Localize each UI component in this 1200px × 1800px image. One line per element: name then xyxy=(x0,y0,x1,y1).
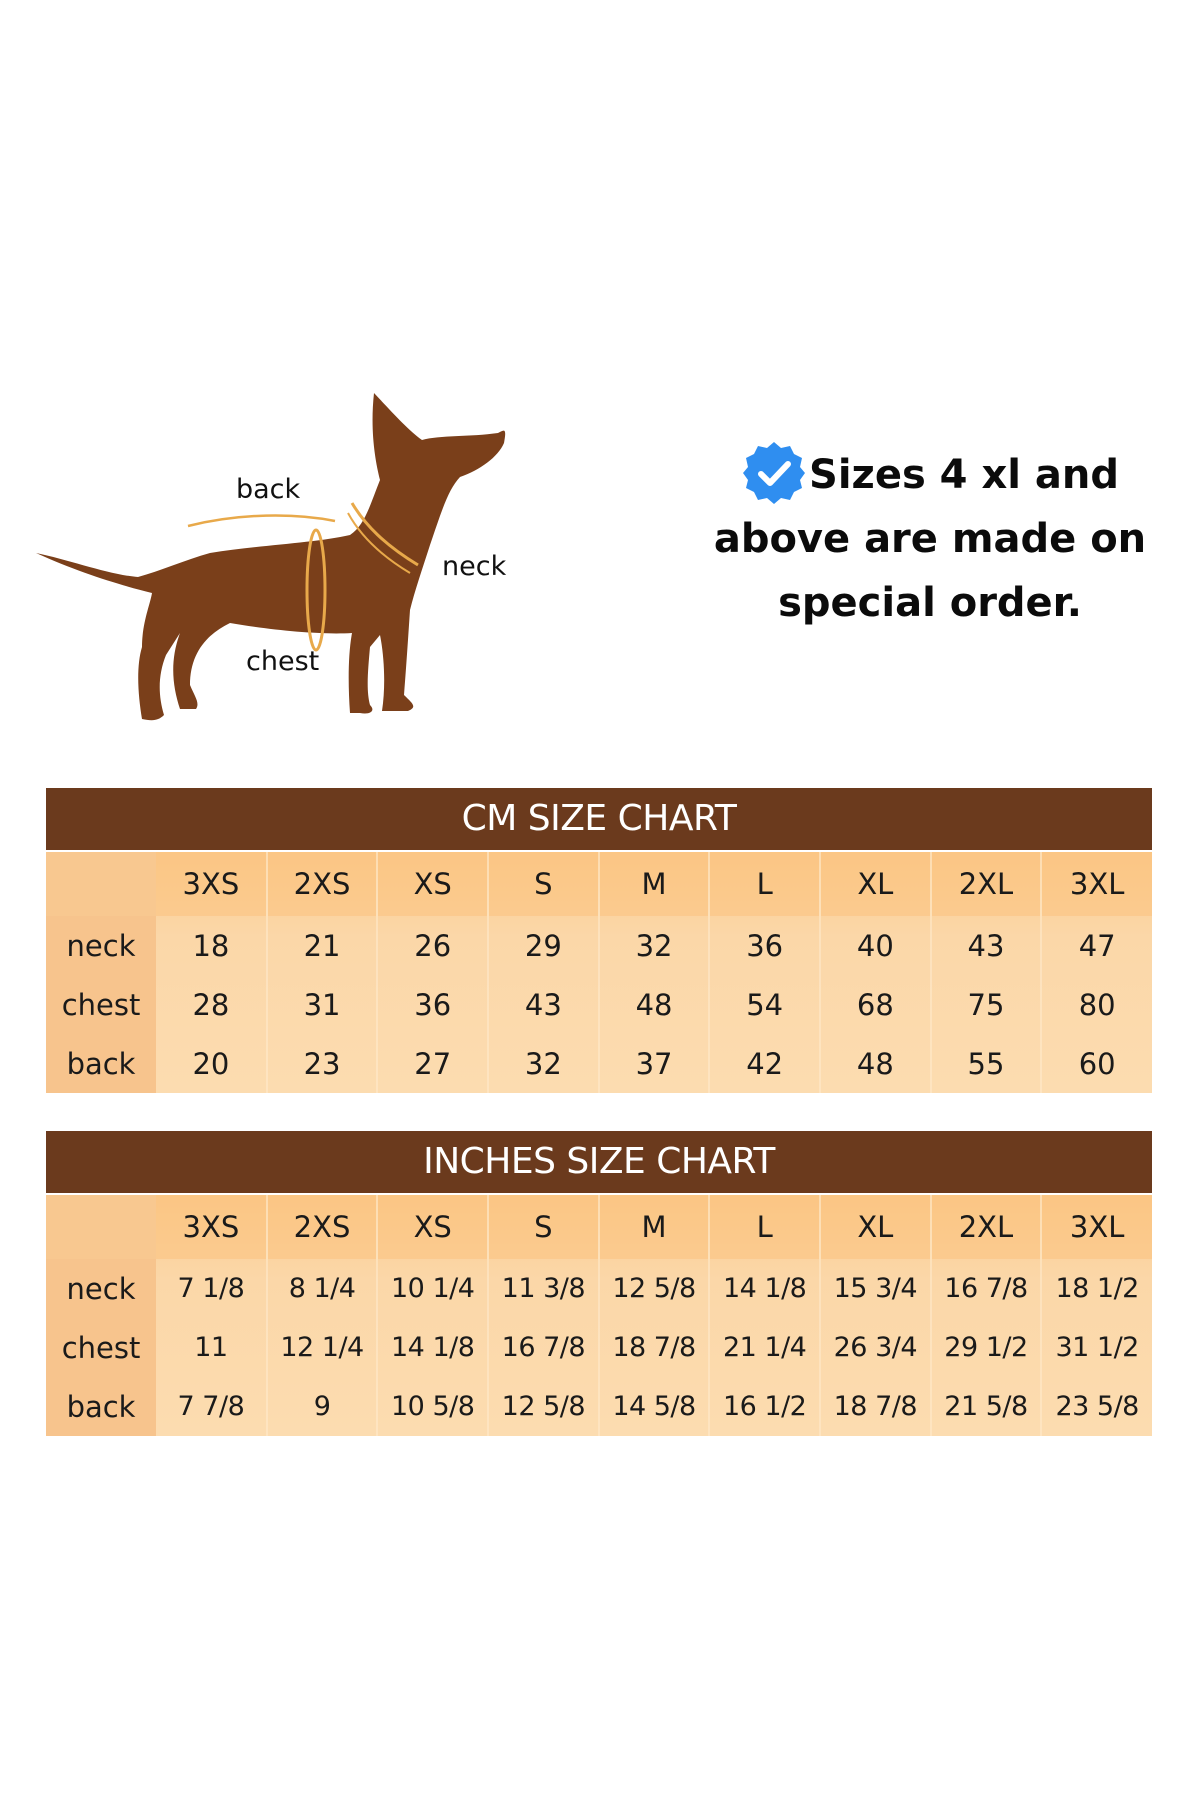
table-cell: 18 xyxy=(192,928,230,963)
table-cell: 9 xyxy=(267,1377,378,1436)
table-cell: 42 xyxy=(709,1034,820,1093)
cm-size-header: 3XL xyxy=(1041,852,1152,916)
table-row xyxy=(46,1034,1152,1093)
table-cell: 37 xyxy=(599,1034,710,1093)
table-cell: 21 1/4 xyxy=(709,1318,820,1377)
table-cell: 31 1/2 xyxy=(1041,1318,1152,1377)
neck-label: neck xyxy=(442,551,507,582)
note-line-3: special order. xyxy=(778,580,1082,626)
inches-size-header: 3XS xyxy=(156,1195,267,1259)
inches-size-header: 2XL xyxy=(931,1195,1042,1259)
table-cell: 32 xyxy=(599,916,710,975)
cm-size-header: XL xyxy=(820,852,931,916)
table-row xyxy=(46,1259,1152,1318)
inches-corner-cell xyxy=(46,1195,156,1259)
table-cell: 18 1/2 xyxy=(1041,1259,1152,1318)
table-row xyxy=(46,916,1152,975)
inches-size-header: M xyxy=(599,1195,710,1259)
inches-size-header: L xyxy=(709,1195,820,1259)
row-label: chest xyxy=(46,1318,156,1377)
verified-check-icon xyxy=(741,440,807,506)
table-cell: 18 7/8 xyxy=(820,1377,931,1436)
table-row xyxy=(46,1318,1152,1377)
table-row xyxy=(46,1377,1152,1436)
table-cell: 26 xyxy=(377,916,488,975)
table-cell: 14 5/8 xyxy=(599,1377,710,1436)
dog-silhouette-icon xyxy=(30,385,520,745)
table-cell: 21 5/8 xyxy=(931,1377,1042,1436)
table-cell: 23 xyxy=(267,1034,378,1093)
table-cell: 48 xyxy=(599,975,710,1034)
cm-size-header: XS xyxy=(377,852,488,916)
table-cell: 7 1/8 xyxy=(177,1273,245,1304)
note-line-1: Sizes 4 xl and xyxy=(690,440,1170,507)
table-cell: 7 7/8 xyxy=(177,1391,245,1422)
table-cell: 40 xyxy=(820,916,931,975)
table-cell: 43 xyxy=(488,975,599,1034)
table-cell: 18 7/8 xyxy=(599,1318,710,1377)
table-cell: 29 xyxy=(488,916,599,975)
table-cell: 16 1/2 xyxy=(709,1377,820,1436)
dog-measurement-diagram xyxy=(30,385,520,745)
table-cell: 10 1/4 xyxy=(377,1259,488,1318)
table-cell: 11 xyxy=(194,1332,228,1363)
table-cell: 75 xyxy=(931,975,1042,1034)
table-cell: 10 5/8 xyxy=(377,1377,488,1436)
table-cell: 21 xyxy=(267,916,378,975)
table-cell: 28 xyxy=(192,987,230,1022)
row-label: neck xyxy=(46,916,156,975)
table-cell: 11 3/8 xyxy=(488,1259,599,1318)
table-cell: 60 xyxy=(1041,1034,1152,1093)
chest-label: chest xyxy=(246,646,320,677)
cm-size-header: 2XS xyxy=(267,852,378,916)
inches-chart-title: INCHES SIZE CHART xyxy=(46,1131,1152,1193)
inches-size-table xyxy=(46,1195,1152,1436)
row-label: neck xyxy=(46,1259,156,1318)
cm-size-header: L xyxy=(709,852,820,916)
cm-size-header: S xyxy=(488,852,599,916)
cm-size-header: 2XL xyxy=(931,852,1042,916)
inches-size-header: XL xyxy=(820,1195,931,1259)
back-measure-line xyxy=(188,516,335,526)
table-cell: 16 7/8 xyxy=(488,1318,599,1377)
table-cell: 36 xyxy=(377,975,488,1034)
table-cell: 68 xyxy=(820,975,931,1034)
table-cell: 48 xyxy=(820,1034,931,1093)
table-row xyxy=(46,975,1152,1034)
table-cell: 27 xyxy=(377,1034,488,1093)
table-cell: 54 xyxy=(709,975,820,1034)
table-cell: 26 3/4 xyxy=(820,1318,931,1377)
cm-chart-title: CM SIZE CHART xyxy=(46,788,1152,850)
row-label: chest xyxy=(46,975,156,1034)
table-cell: 80 xyxy=(1041,975,1152,1034)
table-cell: 15 3/4 xyxy=(820,1259,931,1318)
cm-chart-body xyxy=(46,852,1152,1093)
note-line-2: above are made on xyxy=(713,516,1147,562)
inches-size-header-row xyxy=(46,1195,1152,1259)
inches-size-chart xyxy=(46,1131,1152,1436)
cm-size-table xyxy=(46,852,1152,1093)
table-cell: 14 1/8 xyxy=(709,1259,820,1318)
cm-size-chart xyxy=(46,788,1152,1093)
table-cell: 43 xyxy=(931,916,1042,975)
table-cell: 8 1/4 xyxy=(267,1259,378,1318)
cm-size-header: M xyxy=(599,852,710,916)
table-cell: 23 5/8 xyxy=(1041,1377,1152,1436)
table-cell: 29 1/2 xyxy=(931,1318,1042,1377)
inches-size-header: 2XS xyxy=(267,1195,378,1259)
inches-size-header: S xyxy=(488,1195,599,1259)
table-cell: 12 5/8 xyxy=(599,1259,710,1318)
cm-corner-cell xyxy=(46,852,156,916)
inches-size-header: 3XL xyxy=(1041,1195,1152,1259)
table-cell: 36 xyxy=(709,916,820,975)
special-order-note xyxy=(690,440,1170,635)
table-cell: 20 xyxy=(192,1046,230,1081)
cm-size-header-row xyxy=(46,852,1152,916)
table-cell: 47 xyxy=(1041,916,1152,975)
table-cell: 31 xyxy=(267,975,378,1034)
cm-size-header: 3XS xyxy=(156,852,267,916)
table-cell: 32 xyxy=(488,1034,599,1093)
table-cell: 12 1/4 xyxy=(267,1318,378,1377)
table-cell: 16 7/8 xyxy=(931,1259,1042,1318)
inches-size-header: XS xyxy=(377,1195,488,1259)
row-label: back xyxy=(46,1034,156,1093)
row-label: back xyxy=(46,1377,156,1436)
table-cell: 14 1/8 xyxy=(377,1318,488,1377)
inches-chart-body xyxy=(46,1195,1152,1436)
table-cell: 55 xyxy=(931,1034,1042,1093)
table-cell: 12 5/8 xyxy=(488,1377,599,1436)
back-label: back xyxy=(236,474,301,505)
